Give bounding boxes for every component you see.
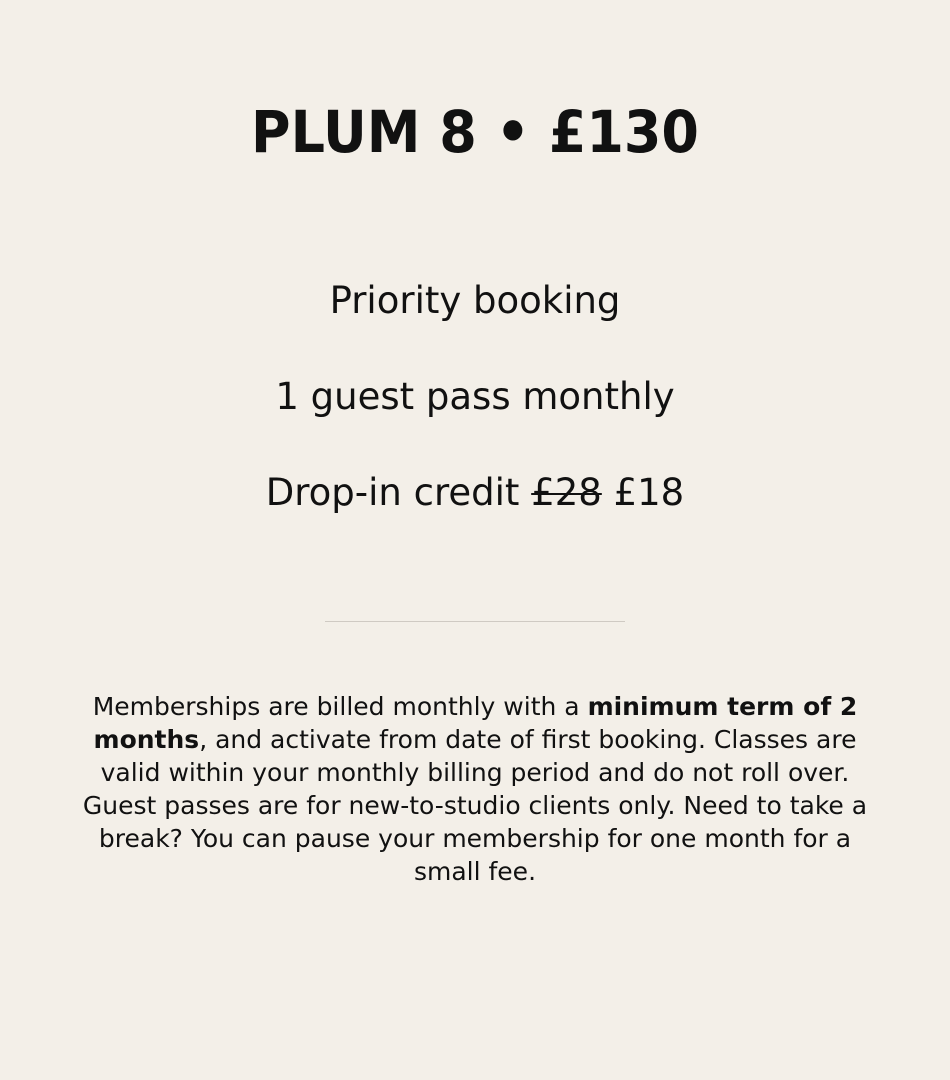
section-divider	[325, 621, 625, 622]
terms-minimum-term: minimum term of 2 months	[93, 692, 858, 754]
terms-text-start: Memberships are billed monthly with a	[92, 692, 588, 721]
feature-list	[0, 272, 950, 560]
feature-label: Drop-in credit	[265, 471, 520, 514]
feature-label: Priority booking	[329, 279, 621, 322]
terms-text-end: , and activate from date of first booking. Classes are valid within your monthly billing period and do not roll over. Guest passes are for new-to-studio clients only. Need to take a break? You can pause your membership for one month for a small fee.	[82, 725, 868, 886]
feature-drop-in-credit	[0, 464, 950, 522]
old-price: £28	[531, 471, 602, 514]
plan-title: PLUM 8 • £130	[251, 98, 699, 166]
new-price: £18	[613, 471, 685, 514]
membership-terms	[70, 690, 880, 888]
feature-guest-pass	[0, 368, 950, 426]
feature-priority-booking	[0, 272, 950, 330]
feature-label: 1 guest pass monthly	[275, 375, 675, 418]
